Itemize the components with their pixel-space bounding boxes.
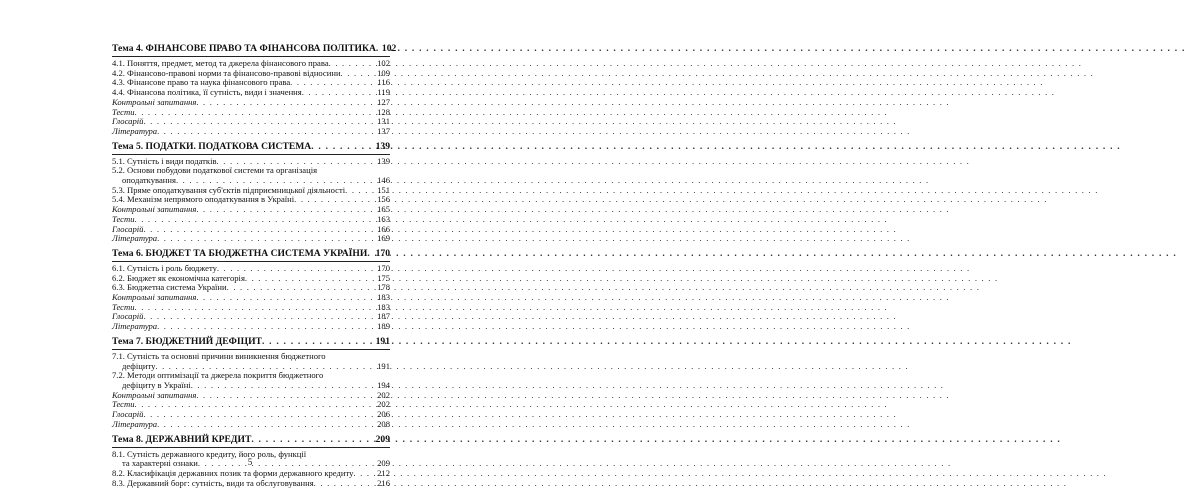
- dot-leader: [314, 479, 375, 489]
- toc-entry-continuation-page: 209: [377, 458, 390, 469]
- toc-extra-page: 128: [377, 106, 390, 117]
- toc-entry-text: 8.2. Класифікація державних позик та форми державного кредиту: [112, 467, 354, 478]
- divider: [112, 154, 390, 155]
- dot-leader: [157, 420, 375, 430]
- toc-extra-page: 166: [377, 223, 390, 234]
- toc-entry-continuation-text: дефіциту в Україні: [122, 379, 191, 390]
- toc-entry-continuation-text: оподаткування: [122, 175, 176, 186]
- toc-extra-page: 163: [377, 213, 390, 224]
- topic-heading-page: 191: [375, 335, 390, 347]
- toc-extra-page: 169: [377, 233, 390, 244]
- toc-entry-text: 7.1. Сутність та основні причини виникнення бюджетного: [112, 350, 326, 361]
- divider: [112, 349, 390, 350]
- toc-extra-text: Глосарій: [112, 116, 144, 127]
- book-page: [0, 0, 500, 500]
- topic-heading-text: Тема 7. БЮДЖЕТНИЙ ДЕФІЦИТ: [112, 335, 262, 347]
- topic-heading-text: Тема 8. ДЕРЖАВНИЙ КРЕДИТ: [112, 433, 252, 445]
- toc-entry-page: 109: [377, 67, 390, 78]
- page-number: 5: [247, 457, 253, 467]
- toc-extra-page: 189: [377, 321, 390, 332]
- toc-extra-page: 208: [377, 418, 390, 429]
- topic-heading-page: 170: [375, 247, 390, 259]
- topic-heading: [112, 141, 390, 152]
- toc-extra-text: Тести: [112, 399, 135, 410]
- toc-extra-page: 165: [377, 204, 390, 215]
- toc-extra: [112, 234, 390, 244]
- toc-extra-text: Тести: [112, 301, 135, 312]
- toc-entry-text: 4.1. Поняття, предмет, метод та джерела фінансового права: [112, 58, 329, 68]
- toc-entry-text: 4.3. Фінансове право та наука фінансового права: [112, 77, 291, 88]
- toc-entry-text: 6.3. Бюджетна система України: [112, 282, 227, 293]
- toc-entry-page: 139: [377, 155, 390, 166]
- toc-extra-page: 202: [377, 399, 390, 410]
- toc-entry-text: 8.3. Державний борг: сутність, види та обслуговування: [112, 477, 314, 488]
- toc-entry-page: 151: [377, 184, 390, 195]
- toc-entry-page: 102: [377, 58, 390, 68]
- toc-entry-text: 5.4. Механізм непрямого оподаткування в Україні: [112, 194, 295, 205]
- toc-entry-page: 178: [377, 282, 390, 293]
- toc-extra-page: 127: [377, 96, 390, 107]
- toc-extra-page: 202: [377, 389, 390, 400]
- divider: [112, 56, 390, 57]
- toc-entry-continuation-page: 194: [377, 379, 390, 390]
- topic-heading-page: 209: [375, 433, 390, 445]
- toc-entry-continuation-page: 191: [377, 360, 390, 371]
- toc-extra-page: 131: [377, 116, 390, 127]
- toc-extra-text: Література: [112, 321, 158, 332]
- toc-entry-continuation-text: та характерні ознаки: [122, 458, 198, 469]
- toc-extra-page: 183: [377, 301, 390, 312]
- topic-heading-page: 102: [381, 43, 397, 54]
- toc-extra-text: Глосарій: [112, 409, 144, 420]
- topic-heading-text: Тема 4. ФІНАНСОВЕ ПРАВО ТА ФІНАНСОВА ПОЛІТИКА: [112, 43, 376, 54]
- dot-leader: [157, 322, 375, 332]
- toc-extra-text: Література: [112, 125, 158, 136]
- toc-extra-text: Контрольні запитання: [112, 292, 197, 303]
- toc-entry-continuation-page: 146: [377, 175, 390, 186]
- topic-heading: [112, 434, 390, 445]
- toc-entry-text: 4.4. Фінансова політика, її сутність, види і значення: [112, 87, 302, 98]
- toc-entry-page: 175: [377, 272, 390, 283]
- toc-entry-text: 4.2. Фінансово-правові норми та фінансово-правові відносини: [112, 67, 341, 78]
- toc-extra: [112, 420, 390, 430]
- toc-extra-text: Тести: [112, 213, 135, 224]
- divider: [112, 261, 390, 262]
- toc-entry-text: 6.2. Бюджет як економічна категорія: [112, 272, 245, 283]
- toc-extra-text: Глосарій: [112, 311, 144, 322]
- toc-entry-text: 7.2. Методи оптимізації та джерела покриття бюджетного: [112, 370, 324, 381]
- toc-entry-text: 5.2. Основи побудови податкової системи та організація: [112, 165, 318, 176]
- topic-heading: [112, 248, 390, 259]
- toc-extra-page: 183: [377, 292, 390, 303]
- toc-entry-text: 5.3. Пряме оподаткування суб'єктів підприємницької діяльності: [112, 184, 346, 195]
- toc-entry-text: 6.1. Сутність і роль бюджету: [112, 262, 217, 273]
- toc-extra-page: 137: [377, 125, 390, 136]
- toc-extra: [112, 127, 390, 137]
- toc-entry-page: 212: [377, 467, 390, 478]
- toc-extra-text: Література: [112, 418, 158, 429]
- toc-entry-text: 8.1. Сутність державного кредиту, його роль, функції: [112, 448, 307, 459]
- toc-entry-page: 156: [377, 194, 390, 205]
- dot-leader: [262, 336, 374, 347]
- topic-heading: [112, 43, 397, 54]
- toc-entry-page: 170: [377, 262, 390, 273]
- toc-extra-text: Контрольні запитання: [112, 96, 197, 107]
- toc-entry-page: 216: [377, 477, 390, 488]
- toc-extra: [112, 322, 390, 332]
- toc-entry-text: 5.1. Сутність і види податків: [112, 155, 217, 166]
- dot-leader: [157, 127, 375, 137]
- toc-extra-text: Контрольні запитання: [112, 389, 197, 400]
- toc-extra-text: Глосарій: [112, 223, 144, 234]
- divider: [112, 447, 390, 448]
- toc-extra-text: Контрольні запитання: [112, 204, 197, 215]
- toc-entry-page: 119: [377, 87, 390, 98]
- toc-extra-page: 187: [377, 311, 390, 322]
- dot-leader: [311, 141, 373, 152]
- dot-leader: [157, 234, 375, 244]
- toc-entry: [112, 479, 390, 489]
- topic-heading-text: Тема 6. БЮДЖЕТ ТА БЮДЖЕТНА СИСТЕМА УКРАЇНИ: [112, 247, 368, 259]
- dot-leader: [251, 434, 373, 445]
- table-of-contents: [112, 43, 397, 488]
- toc-entry-page: 116: [377, 77, 390, 88]
- toc-entry-continuation-text: дефіциту: [122, 360, 156, 371]
- toc-extra-text: Література: [112, 233, 158, 244]
- topic-heading: [112, 336, 390, 347]
- topic-heading-page: 139: [375, 140, 390, 152]
- toc-extra-page: 206: [377, 409, 390, 420]
- topic-heading-text: Тема 5. ПОДАТКИ. ПОДАТКОВА СИСТЕМА: [112, 140, 312, 152]
- toc-extra-text: Тести: [112, 106, 135, 117]
